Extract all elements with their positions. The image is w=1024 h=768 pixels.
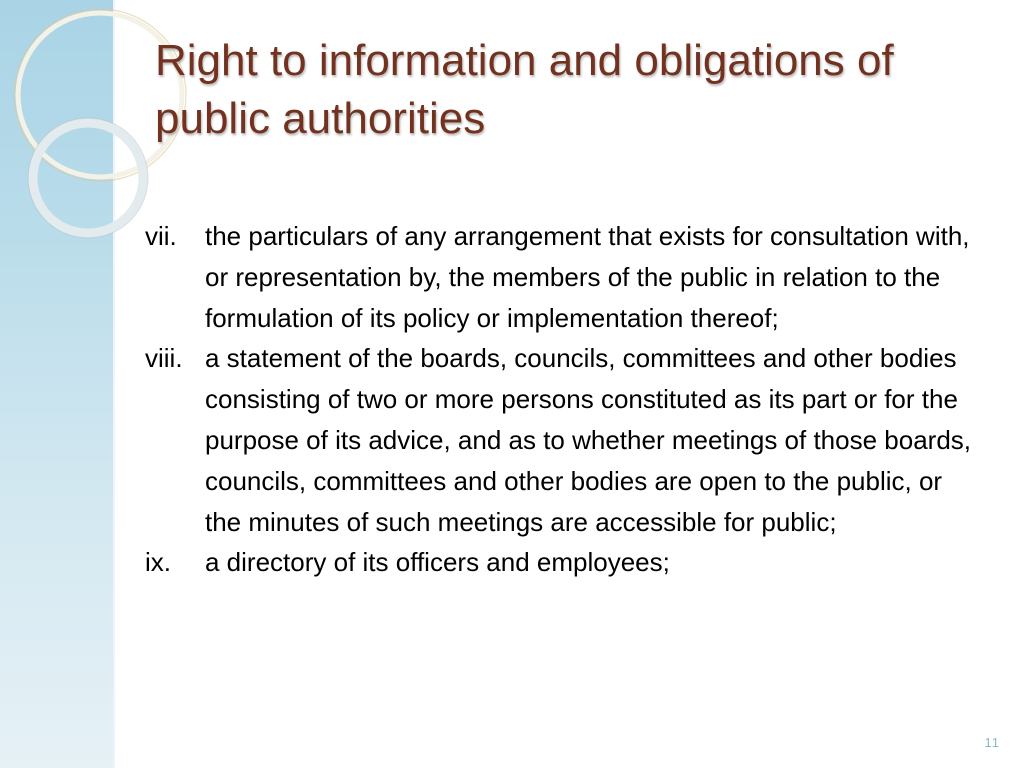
list-item [145,542,975,583]
item-text: the particulars of any arrangement that exists for consultation with, or representation by, the members of the public in relation to the formulation of its policy or implementation thereof; [205,221,970,333]
item-marker: ix. [145,547,171,578]
item-marker: viii. [145,343,183,374]
slide-title: Right to information and obligations of public authorities [155,36,894,143]
item-list [145,216,975,583]
list-item [145,216,975,338]
item-marker: vii. [145,221,177,251]
item-text: a statement of the boards, councils, committees and other bodies consisting of two or more persons constituted as its part or for the purpose of its advice, and as to whether meetings of those boards, councils, committees and other bodies are open to the public, or the minutes of such meetings are accessible for public; [205,343,972,537]
item-text: a directory of its officers and employees; [205,547,670,578]
list-item [145,338,975,542]
page-number: 11 [984,735,1000,750]
